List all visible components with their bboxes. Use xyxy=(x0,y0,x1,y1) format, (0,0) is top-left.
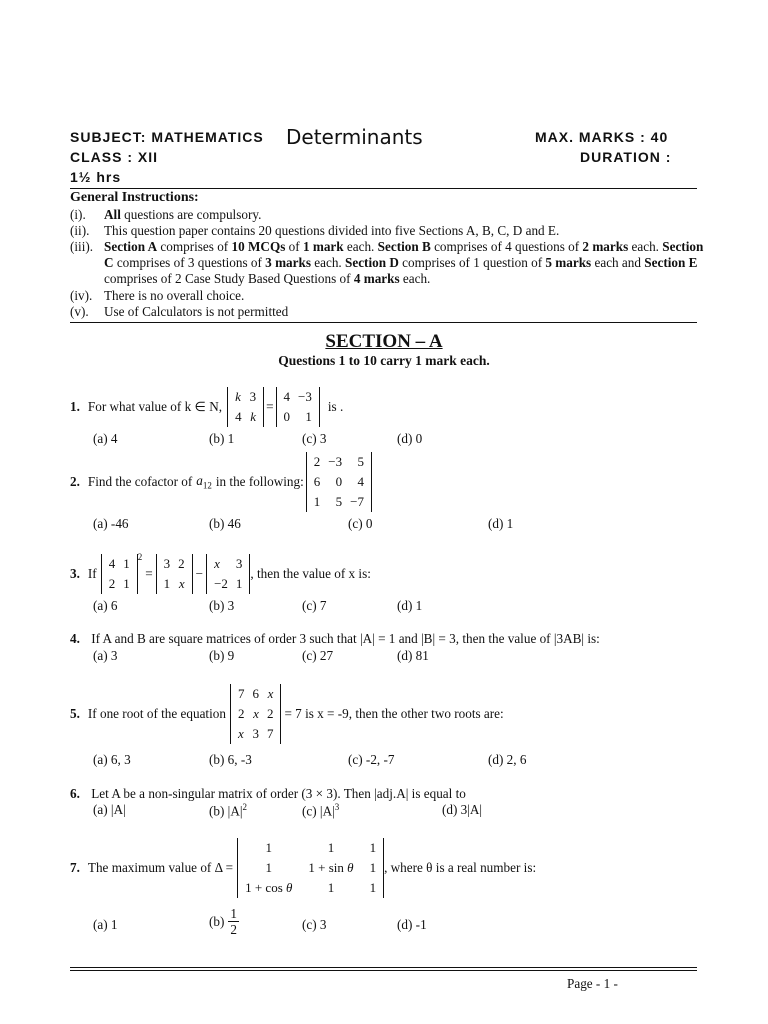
instructions-divider xyxy=(70,322,697,323)
option-d: (d) 2, 6 xyxy=(488,752,527,767)
question-1: 1. For what value of k ∈ N, k 3 4 k = 4 −3 0 1 is . xyxy=(70,385,343,429)
determinant: 4 −3 0 1 xyxy=(276,387,320,427)
option-a: (a) 3 xyxy=(93,648,118,663)
option-b: (b) 9 xyxy=(209,648,235,663)
determinant: 7 6 x 2 x 2 x 3 7 xyxy=(230,684,282,744)
option-d: (d) 1 xyxy=(397,598,423,613)
determinant: k 3 4 k xyxy=(227,387,264,427)
topic-title: Determinants xyxy=(286,125,423,149)
duration-value: 1½ hrs xyxy=(70,169,122,185)
determinant: 2 −3 5 6 0 4 1 5 −7 xyxy=(306,452,372,512)
footer-divider xyxy=(70,967,697,968)
option-b: (b) 1 xyxy=(209,431,235,446)
class-label: CLASS : XII xyxy=(70,149,159,165)
option-d: (d) 3|A| xyxy=(442,802,483,817)
option-c: (c) 3 xyxy=(302,431,327,446)
option-b: (b) $\frac{1}{2}$ xyxy=(209,906,237,937)
page-number: Page - 1 - xyxy=(567,976,618,991)
determinant: x 3 −2 1 xyxy=(206,554,250,594)
question-4: 4. If A and B are square matrices of order 3 such that |A| = 1 and |B| = 3, then the value of |3AB| is: xyxy=(70,631,600,646)
option-c: (c) 0 xyxy=(348,516,373,531)
subject-label: SUBJECT: MATHEMATICS xyxy=(70,129,264,145)
footer-divider xyxy=(70,970,697,971)
fraction: $\frac{1}{2}$ xyxy=(230,906,237,937)
instructions-heading: General Instructions: xyxy=(70,190,199,205)
option-d: (d) -1 xyxy=(397,917,427,932)
option-a: (a) 1 xyxy=(93,917,118,932)
max-marks: MAX. MARKS : 40 xyxy=(535,129,669,145)
option-d: (d) 1 xyxy=(488,516,514,531)
determinant: 4 1 2 1 xyxy=(101,554,138,594)
option-b: (b) 46 xyxy=(209,516,241,531)
header-divider xyxy=(70,188,697,189)
option-a: (a) 6 xyxy=(93,598,118,613)
section-subtitle: Questions 1 to 10 carry 1 mark each. xyxy=(278,353,490,368)
option-a: (a) |A| xyxy=(93,802,126,817)
option-d: (d) 0 xyxy=(397,431,423,446)
determinant: 3 2 1 x xyxy=(156,554,193,594)
option-c: (c) 7 xyxy=(302,598,327,613)
question-7: 7. The maximum value of Δ = 1 1 1 1 1 + sin θ 1 1 + cos θ 1 1 , where θ is a real number is: xyxy=(70,834,536,902)
option-b: (b) $|A|^2$ xyxy=(209,802,247,819)
option-a: (a) 4 xyxy=(93,431,118,446)
question-6: 6. Let A be a non-singular matrix of order (3 × 3). Then |adj.A| is equal to xyxy=(70,786,466,801)
option-b: (b) 6, -3 xyxy=(209,752,252,767)
question-2: 2. Find the cofactor of $a_{12}$ in the following: 2 −3 5 6 0 4 1 5 −7 xyxy=(70,451,372,513)
option-c: (c) -2, -7 xyxy=(348,752,395,767)
option-b: (b) 3 xyxy=(209,598,235,613)
question-3: 3. If 4 1 2 1 $^2$ = 3 2 1 x − x 3 −2 1 , then the value of x is: xyxy=(70,552,371,596)
option-a: (a) -46 xyxy=(93,516,129,531)
question-5: 5. If one root of the equation 7 6 x 2 x 2 x 3 7 = 7 is x = -9, then the other two roots are: xyxy=(70,682,504,746)
option-d: (d) 81 xyxy=(397,648,429,663)
option-c: (c) $|A|^3$ xyxy=(302,802,340,819)
option-c: (c) 3 xyxy=(302,917,327,932)
section-title: SECTION – A xyxy=(325,331,443,352)
duration-label: DURATION : xyxy=(580,149,672,165)
option-c: (c) 27 xyxy=(302,648,334,663)
option-a: (a) 6, 3 xyxy=(93,752,131,767)
determinant: 1 1 1 1 1 + sin θ 1 1 + cos θ 1 1 xyxy=(237,838,384,898)
